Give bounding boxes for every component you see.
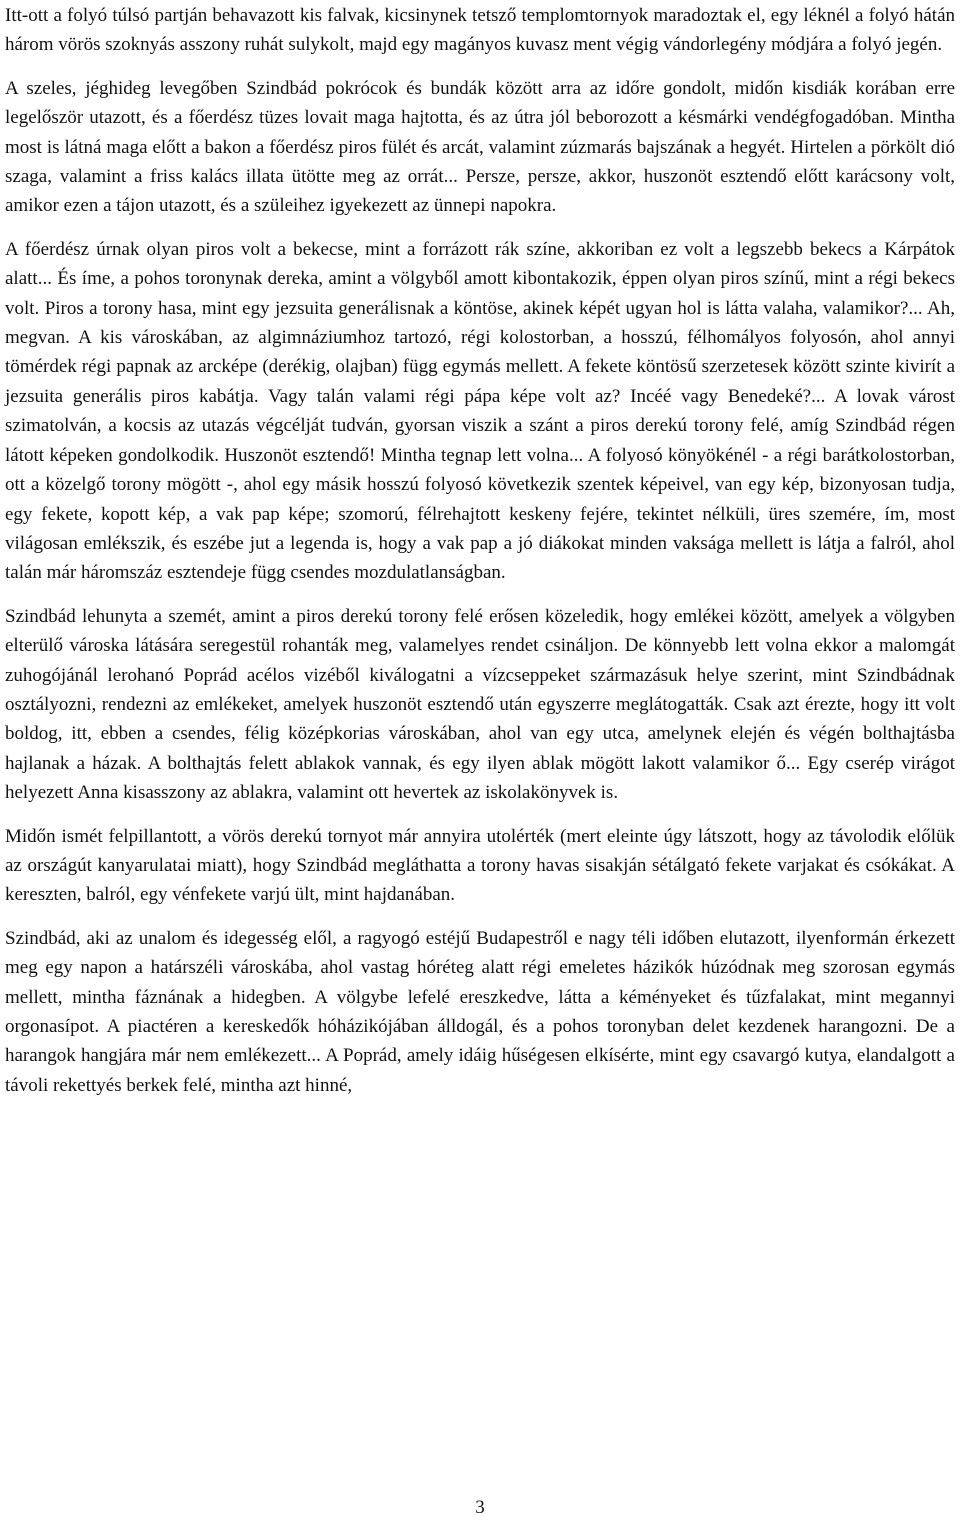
paragraph-1: Itt-ott a folyó túlsó partján behavazott kis falvak, kicsinynek tetsző templomtornyok maradoztak el, egy léknél a folyó hátán három vörös szoknyás asszony ruhát sulykolt, majd egy magányos kuvasz ment végig vándorlegény módjára a folyó jegén. <box>5 5 955 56</box>
paragraph-4: Szindbád lehunyta a szemét, amint a piros derekú torony felé erősen közeledik, hogy emlékei között, amelyek a völgyben elterülő városka látására seregestül rohanták meg, valamelyes rendet csináljon. De könnyebb lett volna ekkor a malomgát zuhogójánál lerohanó Poprád acélos vizéből kiválogatni a vízcseppeket származásuk helye szerint, mint Szindbádnak osztályozni, rendezni az emlékeket, amelyek huszonöt esztendő után egyszerre meglátogatták. Csak azt érezte, hogy itt volt boldog, itt, ebben a csendes, félig középkorias városkában, ahol van egy utca, amelynek elején és végén bolthajtásba hajlanak a házak. A bolthajtás felett ablakok vannak, és egy ilyen ablak mögött lakott valamikor ő... Egy cserép virágot helyezett Anna kisasszony az ablakra, valamint ott hevertek az iskolakönyvek is. <box>5 605 955 804</box>
page-number: 3 <box>475 1497 485 1518</box>
text-body <box>5 1 955 1114</box>
paragraph-5: Midőn ismét felpillantott, a vörös derekú tornyot már annyira utolérték (mert eleinte úgy látszott, hogy az távolodik előlük az országút kanyarulatai miatt), hogy Szindbád megláthatta a torony havas sisakján sétálgató fekete varjakat és csókákat. A kereszten, balról, egy vénfekete varjú ült, mint hajdanában. <box>5 825 955 906</box>
paragraph-2: A szeles, jéghideg levegőben Szindbád pokrócok és bundák között arra az időre gondolt, midőn kisdiák korában erre legelőször utazott, és a főerdész tüzes lovait maga hajtotta, és az útra jól beborozott a késmárki vendégfogadóban. Mintha most is látná maga előtt a bakon a főerdész piros fülét és arcát, valamint zúzmarás bajszának a hegyét. Hirtelen a pörkölt dió szaga, valamint a friss kalács illata ütötte meg az orrát... Persze, persze, akkor, huszonöt esztendő előtt karácsony volt, amikor ezen a tájon utazott, és a szüleihez igyekezett az ünnepi napokra. <box>5 77 955 217</box>
paragraph-6: Szindbád, aki az unalom és idegesség elől, a ragyogó estéjű Budapestről e nagy téli időben elutazott, ilyenformán érkezett meg egy napon a határszéli városkába, ahol vastag hóréteg alatt régi emeletes házikók húzódnak meg szorosan egymás mellett, mintha fáznának a hidegben. A völgybe lefelé ereszkedve, látta a kéményeket és tűzfalakat, mint megannyi orgonasípot. A piactéren a kereskedők hóházikójában álldogál, és a pohos toronyban delet kezdenek harangozni. De a harangok hangjára már nem emlékezett... A Poprád, amely idáig hűségesen elkísérte, mint egy csavargó kutya, elandalgott a távoli rekettyés berkek felé, mintha azt hinné, <box>5 927 955 1096</box>
paragraph-3: A főerdész úrnak olyan piros volt a bekecse, mint a forrázott rák színe, akkoriban ez volt a legszebb bekecs a Kárpátok alatt... És íme, a pohos toronynak dereka, amint a völgyből amott kibontakozik, éppen olyan piros színű, mint a régi bekecs volt. Piros a torony hasa, mint egy jezsuita generálisnak a köntöse, akinek képét ugyan hol is látta valaha, valamikor?... Ah, megvan. A kis városkában, az algimnáziumhoz tartozó, régi kolostorban, a hosszú, félhomályos folyosón, ahol annyi tömérdek régi papnak az arcképe (derékig, olajban) függ egymás mellett. A fekete köntösű szerzetesek között szinte kivirít a jezsuita generális piros kabátja. Vagy talán valami régi pápa képe volt az? Incéé vagy Benedeké?... A lovak várost szimatolván, a kocsis az utazás végcélját tudván, gyorsan viszik a szánt a piros derekú torony felé, amíg Szindbád régen látott képeken gondolkodik. Huszonöt esztendő! Mintha tegnap lett volna... A folyosó könyökénél - a régi barátkolostorban, ott a közelgő torony mögött -, ahol egy másik hosszú folyosó következik szentek képeivel, van egy kép, bizonyosan tudja, egy fekete, kopott kép, a vak pap képe; szomorú, félrehajtott keskeny fejére, tekintet nélküli, üres szemére, ím, most világosan emlékszik, és eszébe jut a legenda is, hogy a vak pap a jó diákokat minden vaksága mellett is látja a falról, ahol talán már háromszáz esztendeje függ csendes mozdulatlanságban. <box>5 238 955 584</box>
